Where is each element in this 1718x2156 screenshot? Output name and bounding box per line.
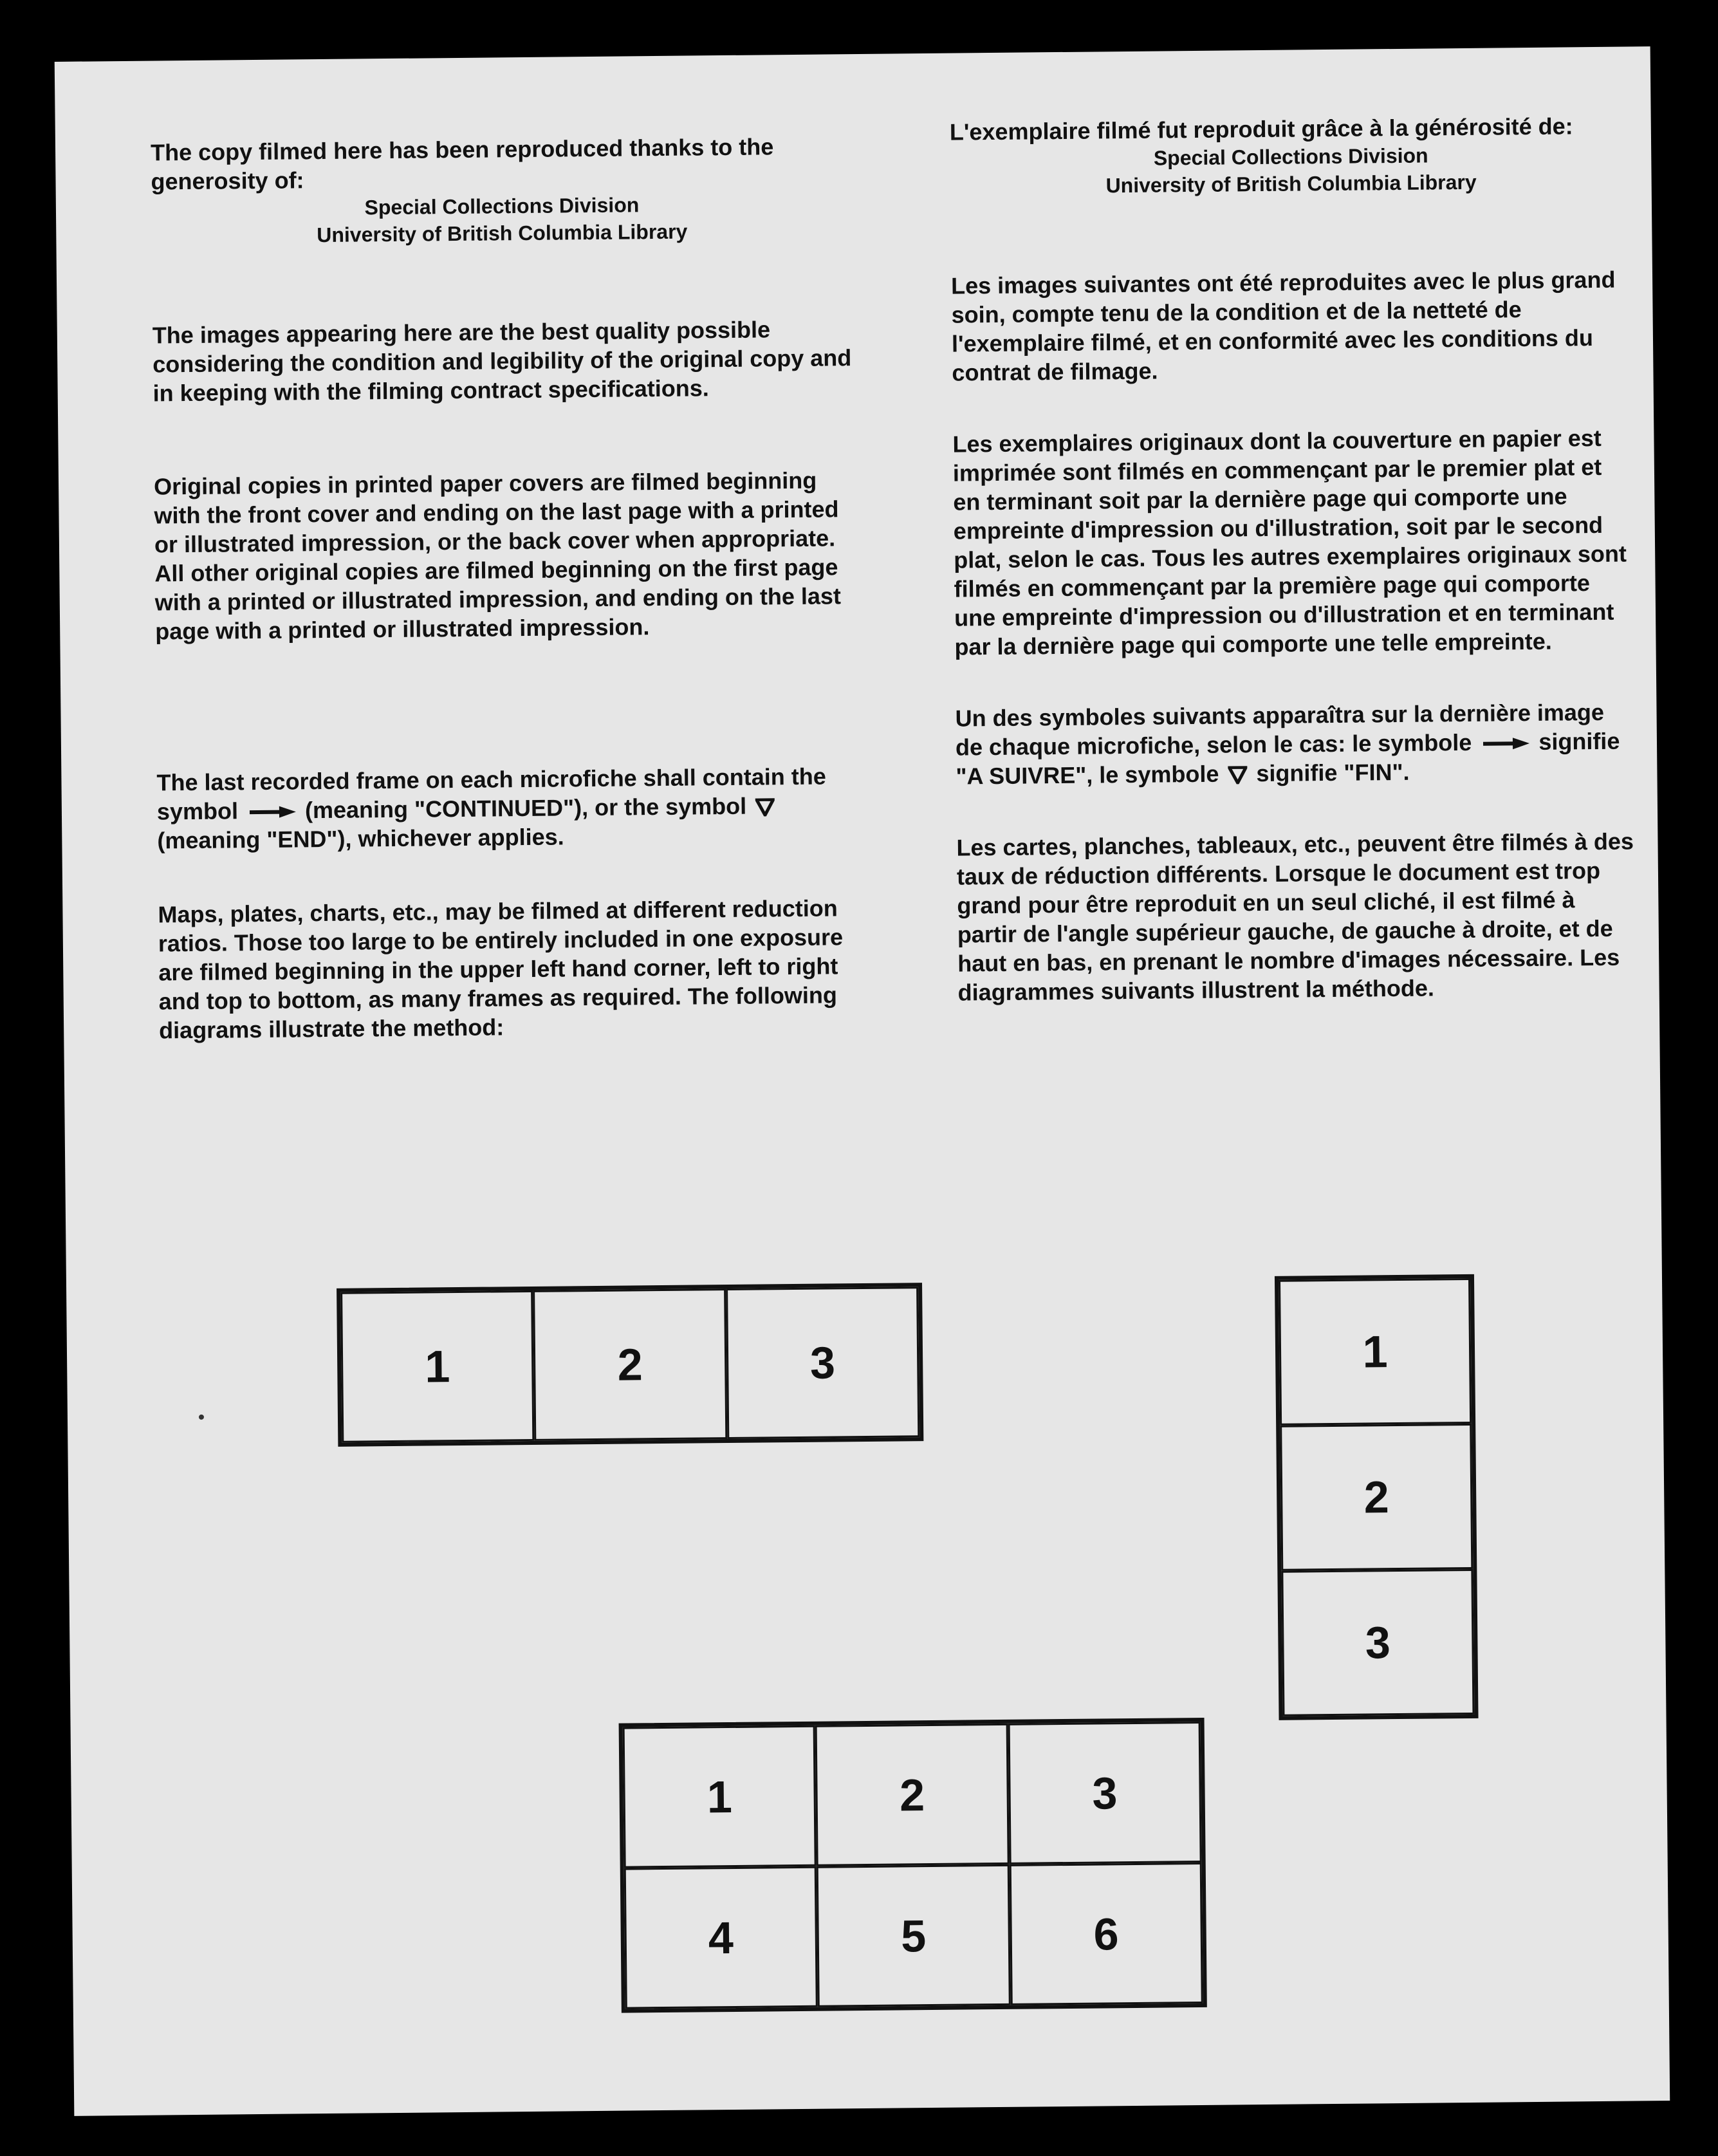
thanks-paragraph-fr: L'exemplaire filmé fut reproduit grâce à la générosité de: xyxy=(949,113,1573,145)
originals-paragraph-fr: Les exemplaires originaux dont la couverture en papier est imprimée sont filmés en commençant par le premier plat et en terminant soit par la dernière page qui comporte une empreinte d'impression ou d'illustration, soit par le second plat, selon le cas. Tous les autres exemplaires originaux sont filmés en commençant par la première page qui comporte une empreinte d'impression ou d'illustration et en terminant par la dernière page qui comporte une telle empreinte. xyxy=(952,424,1627,660)
symbol-text-en-1: The last recorded frame on each microfiche shall contain the symbol xyxy=(156,763,826,825)
frame-cell: 3 xyxy=(726,1287,920,1439)
suivre-arrow-icon xyxy=(1483,738,1529,751)
frame-cell: 3 xyxy=(1281,1569,1474,1716)
symbol-paragraph-fr xyxy=(955,697,1638,790)
frame-cell: 2 xyxy=(533,1288,727,1441)
institution-line1-fr: Special Collections Division xyxy=(1153,144,1428,170)
fin-triangle-icon xyxy=(1228,767,1247,785)
end-triangle-icon xyxy=(755,799,775,817)
symbol-text-fr-2: signifie "A SUIVRE", le symbole xyxy=(956,727,1620,790)
quality-paragraph-fr: Les images suivantes ont été reproduites avec le plus grand soin, compte tenu de la condition et de la netteté de l'exemplaire filmé, et en conformité avec les conditions du contrat de filmage. xyxy=(950,266,1616,386)
originals-paragraph-en: Original copies in printed paper covers are filmed beginning with the front cover and ending on the last page with a printed or illustrated impression, or the back cover when appropriate. All other original copies are filmed beginning on the first page with a printed or illustrated impression, and ending on the last page with a printed or illustrated impression. xyxy=(153,467,842,645)
maps-paragraph-en: Maps, plates, charts, etc., may be filmed at different reduction ratios. Those too large to be entirely included in one exposure are filmed beginning in the upper left hand corner, left to right and top to bottom, as many frames as required. The following diagrams illustrate the method: xyxy=(158,895,844,1044)
six-frame-diagram xyxy=(619,1718,1207,2013)
symbol-text-fr-1: Un des symboles suivants apparaîtra sur la dernière image de chaque microfiche, selon le cas: le symbole xyxy=(955,698,1605,761)
french-column xyxy=(950,111,1640,1007)
symbol-text-en-3: (meaning "END"), whichever applies. xyxy=(157,823,564,854)
institution-line1-en: Special Collections Division xyxy=(364,193,640,219)
frame-cell: 3 xyxy=(1008,1722,1201,1864)
symbol-text-en-2: (meaning "CONTINUED"), or the symbol xyxy=(304,792,747,824)
frame-cell: 1 xyxy=(1279,1278,1472,1426)
frame-cell: 4 xyxy=(624,1866,818,2009)
frame-cell: 1 xyxy=(340,1290,535,1443)
frame-cell: 6 xyxy=(1009,1863,1203,2005)
quality-paragraph-en: The images appearing here are the best quality possible considering the condition and legibility of the original copy and in keeping with the filming contract specifications. xyxy=(152,316,852,407)
frame-cell: 2 xyxy=(1280,1424,1473,1571)
frame-cell: 1 xyxy=(623,1725,817,1868)
document-page xyxy=(55,46,1670,2116)
speck-mark xyxy=(199,1415,204,1420)
institution-line2-fr: University of British Columbia Library xyxy=(1105,170,1477,198)
horizontal-frame-diagram xyxy=(337,1283,923,1447)
thanks-paragraph-en: The copy filmed here has been reproduced thanks to the generosity of: xyxy=(150,133,774,195)
vertical-frame-diagram xyxy=(1275,1274,1479,1720)
institution-line2-en: University of British Columbia Library xyxy=(317,219,688,247)
frame-cell: 5 xyxy=(817,1864,1010,2007)
symbol-text-fr-3: signifie "FIN". xyxy=(1256,758,1410,787)
frame-cell: 2 xyxy=(815,1724,1009,1866)
continued-arrow-icon xyxy=(250,806,296,819)
symbol-paragraph-en xyxy=(156,761,858,855)
maps-paragraph-fr: Les cartes, planches, tableaux, etc., peuvent être filmés à des taux de réduction différents. Lorsque le document est trop grand pour être reproduit en un seul cliché, il est filmé à partir de l'angle supérieur gauche, de gauche à droite, et de haut en bas, en prenant le nombre d'images nécessaire. Les diagrammes suivants illustrent la méthode. xyxy=(956,828,1634,1006)
english-column xyxy=(151,131,860,1045)
